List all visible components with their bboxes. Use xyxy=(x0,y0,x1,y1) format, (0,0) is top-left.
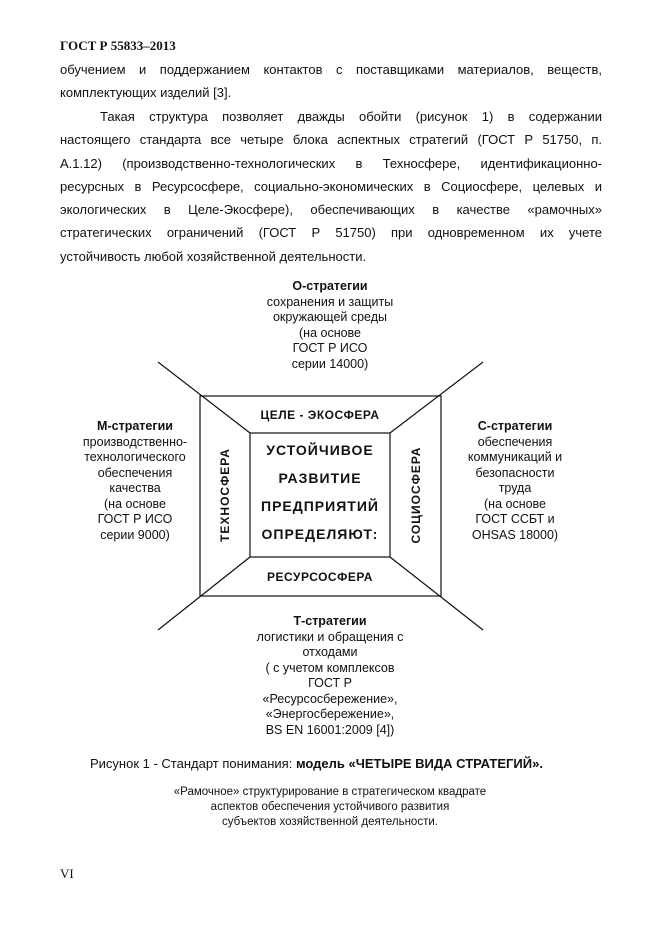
center-text xyxy=(250,436,390,548)
c-strategy-line: коммуникаций и xyxy=(467,450,563,464)
paragraph-line: стратегических ограничений (ГОСТ Р 51750) при одновременном их учете xyxy=(60,225,602,241)
m-strategy-block xyxy=(70,419,200,543)
o-strategy-title: О-стратегии xyxy=(292,279,368,293)
m-strategy-line: технологического xyxy=(84,450,186,464)
m-strategy-line: обеспечения xyxy=(97,465,173,480)
c-strategy-line: безопасности xyxy=(475,465,555,480)
document-header: ГОСТ Р 55833–2013 xyxy=(60,38,176,53)
t-strategy-line: BS EN 16001:2009 [4]) xyxy=(265,722,395,737)
paragraph-line: настоящего стандарта все четыре блока аспектных стратегий (ГОСТ Р 51750, п. xyxy=(60,132,602,148)
note-line: «Рамочное» структурирование в стратегическом квадрате xyxy=(173,786,487,798)
m-strategy-line: ГОСТ Р ИСО xyxy=(97,512,173,526)
center-line: ПРЕДПРИЯТИЙ xyxy=(261,498,379,514)
o-strategy-line: серии 14000) xyxy=(291,356,369,371)
note-line: аспектов обеспечения устойчивого развития xyxy=(210,801,450,813)
t-strategy-line: ( с учетом комплексов xyxy=(265,660,395,675)
o-strategy-block xyxy=(230,279,430,372)
o-strategy-line: ГОСТ Р ИСО xyxy=(292,341,368,355)
figure-caption xyxy=(90,756,543,771)
c-strategy-line: (на основе xyxy=(484,496,546,511)
c-strategy-line: OHSAS 18000) xyxy=(471,527,559,542)
figure-note xyxy=(140,785,520,830)
bottom-band-label: РЕСУРСОСФЕРА xyxy=(267,570,373,584)
note-line: субъектов хозяйственной деятельности. xyxy=(222,816,438,828)
center-line: РАЗВИТИЕ xyxy=(278,470,362,486)
t-strategy-line: «Энергосбережение», xyxy=(265,707,395,721)
m-strategy-line: (на основе xyxy=(104,496,166,511)
m-strategy-line: качества xyxy=(109,481,161,495)
paragraph-line: ресурсных в Ресурсосфере, социально-экономических в Социосфере, целевых и xyxy=(60,178,602,194)
page-number: VI xyxy=(60,866,74,881)
m-strategy-line: серии 9000) xyxy=(100,527,170,542)
center-line: ОПРЕДЕЛЯЮТ: xyxy=(261,526,379,542)
o-strategy-line: окружающей среды xyxy=(272,310,388,324)
top-band-label: ЦЕЛЕ - ЭКОСФЕРА xyxy=(260,408,380,422)
paragraph-line: Такая структура позволяет дважды обойти (рисунок 1) в содержании xyxy=(100,109,602,124)
o-strategy-line: (на основе xyxy=(299,325,361,340)
paragraph-line: обучением и поддержанием контактов с поставщиками материалов, веществ, xyxy=(60,62,602,77)
t-strategy-line: отходами xyxy=(302,645,358,659)
caption-bold: модель «ЧЕТЫРЕ ВИДА СТРАТЕГИЙ». xyxy=(295,756,543,771)
paragraph-line: комплектующих изделий [3]. xyxy=(60,85,232,101)
o-strategy-line: сохранения и защиты xyxy=(266,294,394,309)
paragraph-line: экологических в Целе-Экосфере), обеспечивающих в качестве «рамочных» xyxy=(60,202,602,218)
t-strategy-line: «Ресурсосбережение», xyxy=(262,691,398,706)
t-strategy-line: логистики и обращения с xyxy=(256,629,404,644)
c-strategy-line: труда xyxy=(498,481,532,495)
m-strategy-title: М-стратегии xyxy=(97,419,173,433)
c-strategy-line: обеспечения xyxy=(477,434,553,449)
c-strategy-title: С-стратегии xyxy=(477,419,553,433)
c-strategy-line: ГОСТ ССБТ и xyxy=(475,512,555,526)
t-strategy-line: ГОСТ Р xyxy=(308,676,352,690)
caption-prefix: Рисунок 1 - Стандарт понимания: xyxy=(90,756,296,771)
paragraph-line: А.1.12) (производственно-технологических в Техносфере, идентификационно- xyxy=(60,155,602,171)
m-strategy-line: производственно- xyxy=(82,434,188,449)
center-line: УСТОЙЧИВОЕ xyxy=(266,442,374,458)
t-strategy-block xyxy=(220,614,440,738)
t-strategy-title: Т-стратегии xyxy=(293,614,367,628)
paragraph-line: устойчивость любой хозяйственной деятельности. xyxy=(60,248,367,264)
left-band-label: ТЕХНОСФЕРА xyxy=(218,448,232,542)
c-strategy-block xyxy=(450,419,580,543)
right-band-label: СОЦИОСФЕРА xyxy=(409,446,423,544)
